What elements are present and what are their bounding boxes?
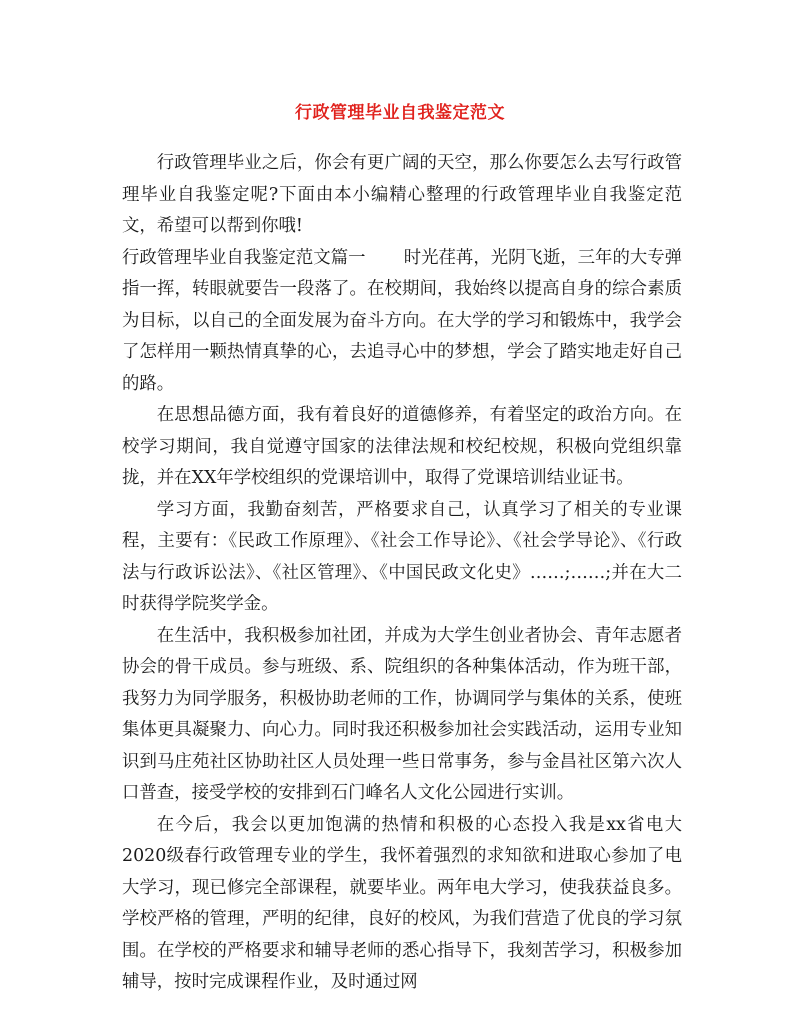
future-paragraph: 在今后，我会以更加饱满的热情和积极的心态投入我是xx省电大2020级春行政管理专业的学生，我怀着强烈的求知欲和进取心参加了电大学习，现已修完全部课程，就要毕业。两年电大学习，使我获益良多。学校严格的管理，严明的纪律，良好的校风，为我们营造了优良的学习氛围。在学校的严格要求和辅导老师的悉心指导下，我刻苦学习，积极参加辅导，按时完成课程作业，及时通过网 [122,814,682,992]
document-body [122,148,682,999]
life-paragraph: 在生活中，我积极参加社团，并成为大学生创业者协会、青年志愿者协会的骨干成员。参与班级、系、院组织的各种集体活动，作为班干部，我努力为同学服务，积极协助老师的工作，协调同学与集体的关系，使班集体更具凝聚力、向心力。同时我还积极参加社会实践活动，运用专业知识到马庄苑社区协助社区人员处理一些日常事务，参与金昌社区第六次人口普查，接受学校的安排到石门峰名人文化公园进行实训。 [122,625,682,803]
document-title: 行政管理毕业自我鉴定范文 [295,103,505,123]
intro-paragraph: 行政管理毕业之后，你会有更广阔的天空，那么你要怎么去写行政管理毕业自我鉴定呢?下面由本小编精心整理的行政管理毕业自我鉴定范文，希望可以帮到你哦! [122,153,682,236]
section-heading: 行政管理毕业自我鉴定范文篇一 [122,247,366,268]
ideology-paragraph: 在思想品德方面，我有着良好的道德修养，有着坚定的政治方向。在校学习期间，我自觉遵守国家的法律法规和校纪校规，积极向党组织靠拢，并在XX年学校组织的党课培训中，取得了党课培训结业证书。 [122,405,682,488]
section-one-paragraph [122,243,682,401]
section-one-text: 时光荏苒，光阴飞逝，三年的大专弹指一挥，转眼就要告一段落了。在校期间，我始终以提高自身的综合素质为目标，以自己的全面发展为奋斗方向。在大学的学习和锻炼中，我学会了怎样用一颗热情真挚的心，去追寻心中的梦想，学会了踏实地走好自己的路。 [122,247,683,394]
study-paragraph: 学习方面，我勤奋刻苦，严格要求自己，认真学习了相关的专业课程，主要有：《民政工作原理》、《社会工作导论》、《社会学导论》、《行政法与行政诉讼法》、《社区管理》、《中国民政文化史》……;……;并在大二时获得学院奖学金。 [122,499,682,614]
